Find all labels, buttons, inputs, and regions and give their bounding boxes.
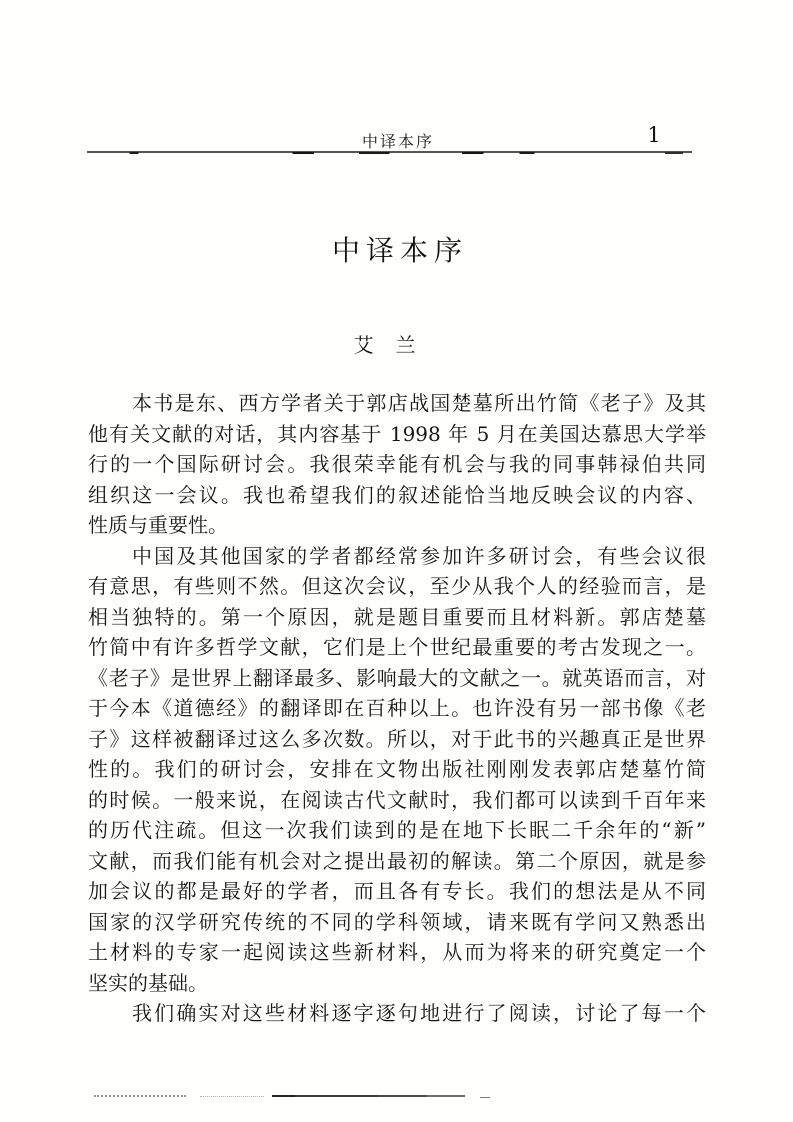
text-line: 文献，而我们能有机会对之提出最初的解读。第二个原因，就是参 [88, 848, 706, 873]
text-line: 中国及其他国家的学者都经常参加许多研讨会，有些会议很 [132, 543, 706, 568]
author-name: 艾 兰 [353, 333, 417, 357]
page-content [88, 0, 706, 1122]
text-line: 的历代注疏。但这一次我们读到的是在地下长眠二千余年的“新” [88, 818, 706, 842]
running-header-title: 中译本序 [361, 132, 434, 151]
text-line: 于今本《道德经》的翻译即在百种以上。也许没有另一部书像《老 [88, 696, 706, 720]
text-line: 有意思，有些则不然。但这次会议，至少从我个人的经验而言，是 [88, 574, 706, 598]
scan-artifact [94, 1095, 186, 1097]
text-line: 性质与重要性。 [88, 513, 228, 537]
text-line: 组织这一会议。我也希望我们的叙述能恰当地反映会议的内容、 [88, 482, 706, 507]
scan-artifact [200, 1096, 264, 1097]
page-number: 1 [647, 123, 661, 147]
text-line: 子》这样被翻译过这么多次数。所以，对于此书的兴趣真正是世界 [88, 726, 706, 751]
text-line: 加会议的都是最好的学者，而且各有专长。我们的想法是从不同 [88, 879, 706, 903]
scan-artifact [480, 1097, 490, 1098]
paragraph [88, 388, 706, 541]
scan-artifact [272, 1095, 465, 1097]
paragraph [88, 541, 706, 999]
text-line: 相当独特的。第一个原因，就是题目重要而且材料新。郭店楚墓 [88, 604, 706, 629]
text-line: 的时候。一般来说，在阅读古代文献时，我们都可以读到千百年来 [88, 787, 706, 812]
text-line: 坚实的基础。 [88, 970, 208, 995]
header-rule [87, 151, 692, 153]
text-line: 竹简中有许多哲学文献，它们是上个世纪最重要的考古发现之一。 [88, 635, 706, 659]
text-line: 他有关文献的对话，其内容基于 1998 年 5 月在美国达慕思大学举 [88, 421, 706, 446]
text-line: 土材料的专家一起阅读这些新材料，从而为将来的研究奠定一个 [88, 940, 706, 964]
chapter-title: 中译本序 [331, 234, 468, 267]
body-text [88, 388, 706, 1029]
text-line: 《老子》是世界上翻译最多、影响最大的文献之一。就英语而言，对 [88, 665, 706, 690]
text-line: 本书是东、西方学者关于郭店战国楚墓所出竹简《老子》及其 [132, 391, 706, 415]
text-line: 行的一个国际研讨会。我很荣幸能有机会与我的同事韩禄伯共同 [88, 452, 706, 476]
text-line: 我们确实对这些材料逐字逐句地进行了阅读，讨论了每一个 [132, 1001, 706, 1025]
text-line: 国家的汉学研究传统的不同的学科领域，请来既有学问又熟悉出 [88, 909, 706, 934]
text-line: 性的。我们的研讨会，安排在文物出版社刚刚发表郭店楚墓竹简 [88, 757, 706, 781]
paragraph [88, 998, 706, 1029]
